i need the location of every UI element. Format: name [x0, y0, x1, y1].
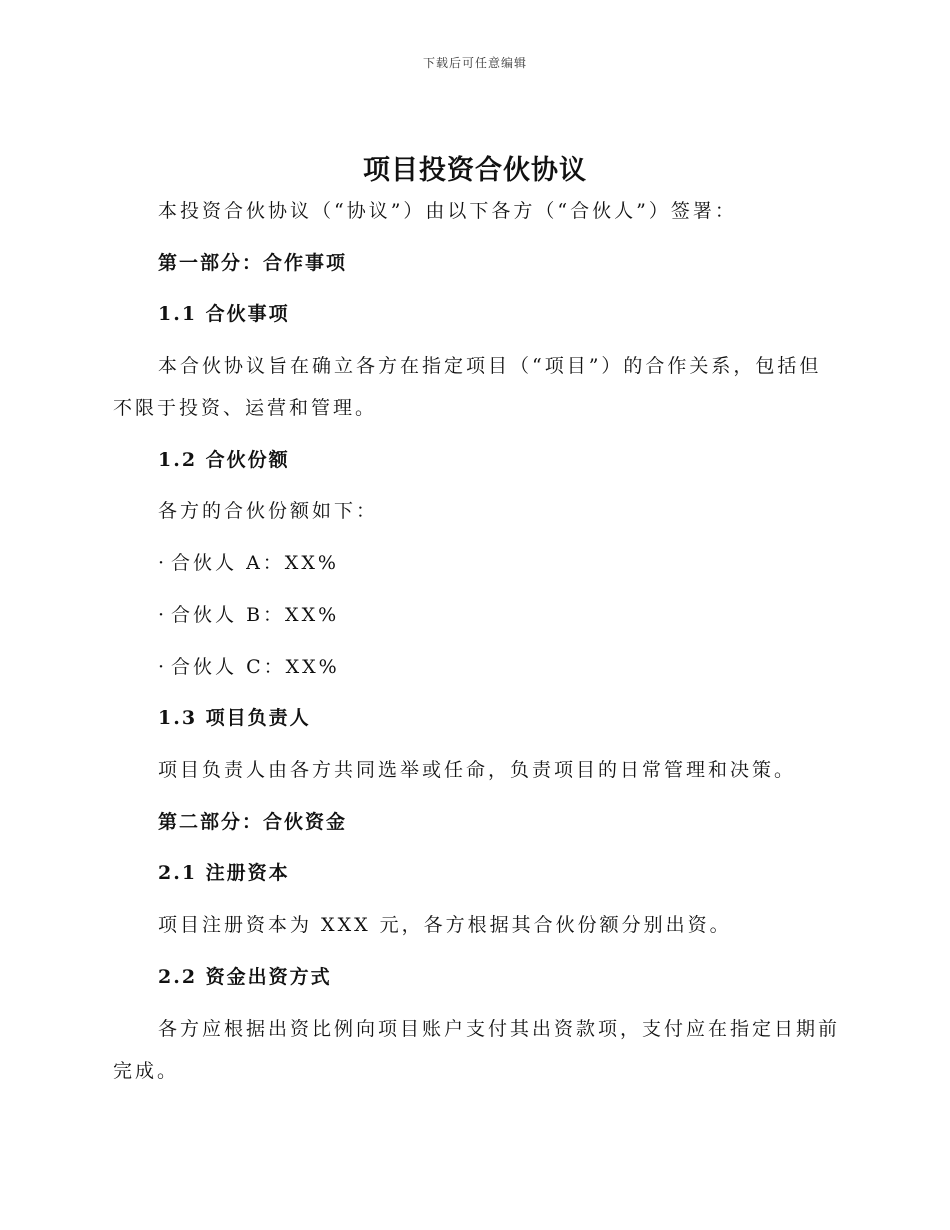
bullet-icon: · — [158, 552, 168, 574]
list-item-text: 合伙人 B：XX% — [171, 604, 340, 626]
section-1-3-paragraph: 项目负责人由各方共同选举或任命，负责项目的日常管理和决策。 — [158, 759, 797, 781]
section-2-2-heading: 2.2 资金出资方式 — [158, 966, 332, 988]
header-note: 下载后可任意编辑 — [422, 56, 527, 70]
document-title: 项目投资合伙协议 — [363, 155, 587, 186]
section-1-2-heading: 1.2 合伙份额 — [158, 449, 290, 471]
section-1-1-heading: 1.1 合伙事项 — [158, 303, 290, 325]
bullet-icon: · — [158, 604, 168, 626]
bullet-icon: · — [158, 656, 168, 678]
section-1-1-paragraph-line2: 不限于投资、运营和管理。 — [113, 397, 378, 419]
list-item — [158, 602, 339, 628]
section-1-2-paragraph: 各方的合伙份额如下： — [158, 500, 379, 522]
list-item-text: 合伙人 C：XX% — [171, 656, 340, 678]
section-2-1-paragraph: 项目注册资本为 XXX 元，各方根据其合伙份额分别出资。 — [158, 914, 732, 936]
part1-heading: 第一部分：合作事项 — [158, 252, 348, 274]
section-1-3-heading: 1.3 项目负责人 — [158, 707, 311, 729]
part2-heading: 第二部分：合伙资金 — [158, 811, 348, 833]
list-item — [158, 550, 339, 576]
section-2-2-paragraph-line1: 各方应根据出资比例向项目账户支付其出资款项，支付应在指定日期前 — [158, 1018, 841, 1040]
section-2-2-paragraph-line2: 完成。 — [113, 1060, 180, 1082]
section-1-1-paragraph-line1: 本合伙协议旨在确立各方在指定项目（“项目”）的合作关系，包括但 — [158, 355, 822, 377]
list-item — [158, 654, 340, 680]
intro-paragraph: 本投资合伙协议（“协议”）由以下各方（“合伙人”）签署： — [158, 200, 737, 222]
section-2-1-heading: 2.1 注册资本 — [158, 862, 290, 884]
list-item-text: 合伙人 A：XX% — [171, 552, 339, 574]
